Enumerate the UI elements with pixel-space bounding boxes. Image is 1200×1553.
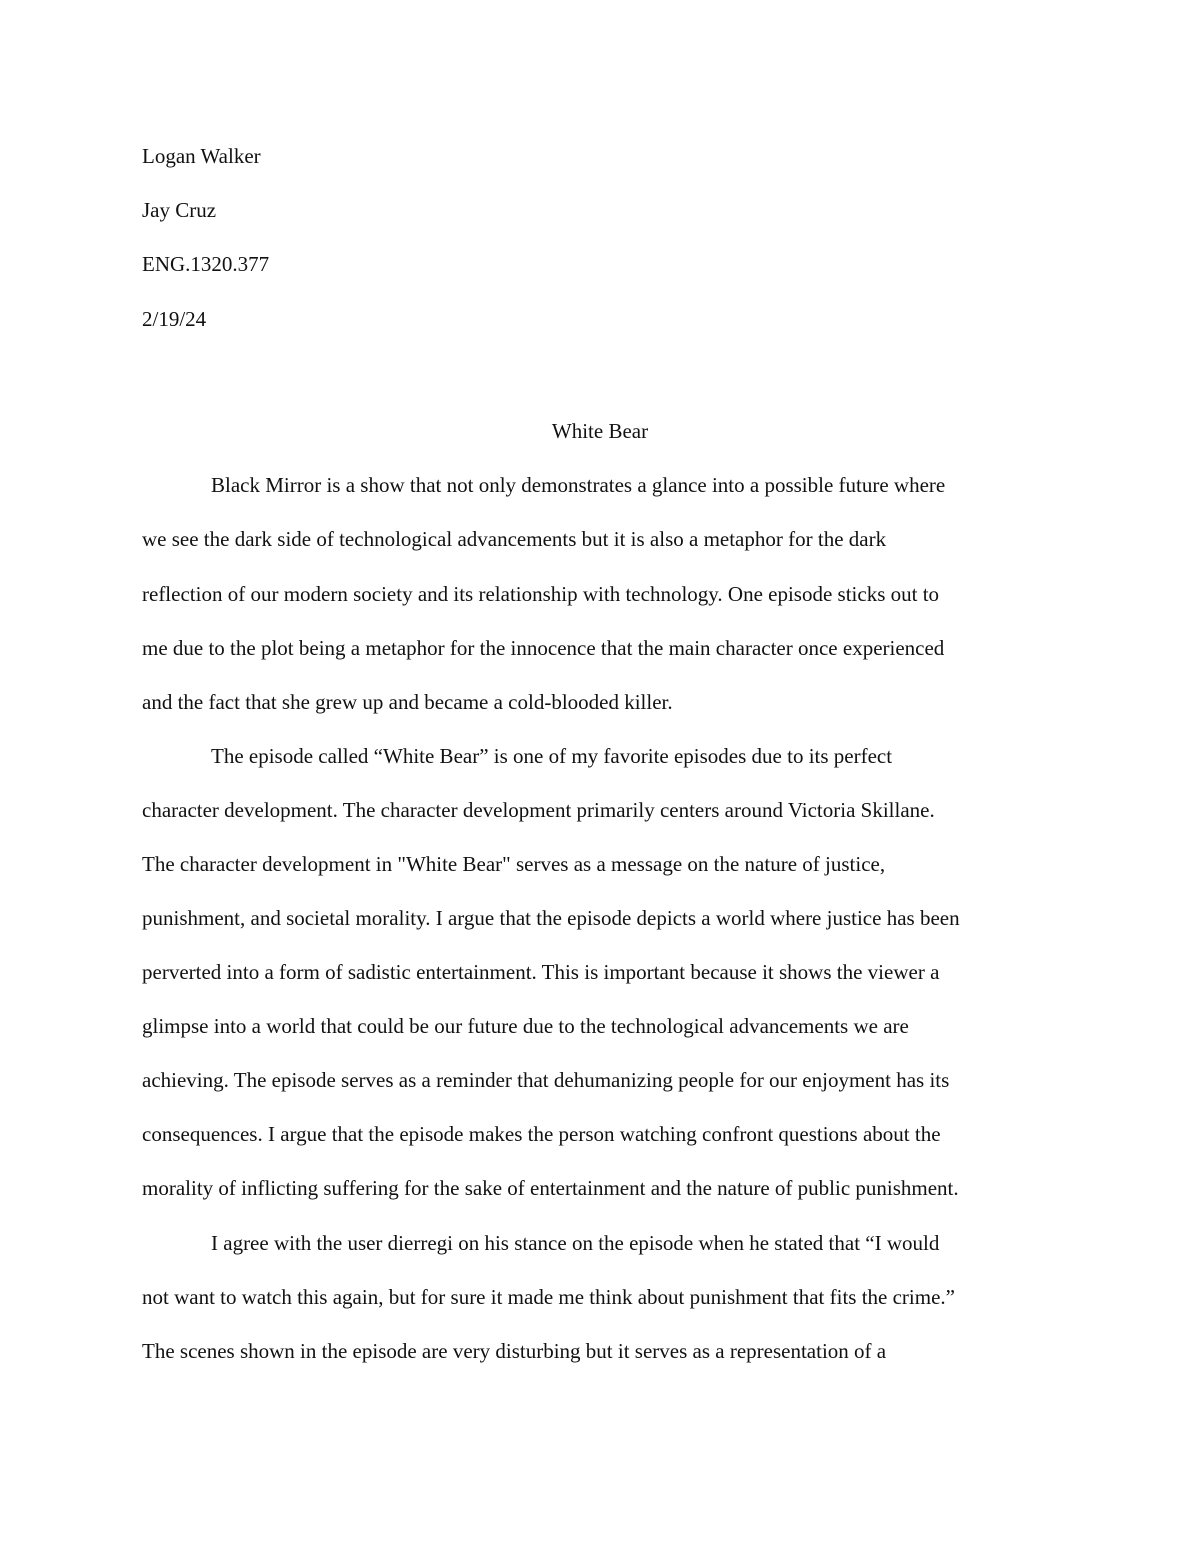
body-line: we see the dark side of technological advancements but it is also a metaphor for the dark [142,527,887,551]
body-line: glimpse into a world that could be our future due to the technological advancements we are [142,1014,909,1038]
body-line: and the fact that she grew up and became a cold-blooded killer. [142,690,673,714]
body-line: achieving. The episode serves as a reminder that dehumanizing people for our enjoyment has its [142,1068,950,1092]
body-line: punishment, and societal morality. I argue that the episode depicts a world where justice has been [142,906,960,930]
body-line: morality of inflicting suffering for the sake of entertainment and the nature of public punishment. [142,1176,959,1200]
body-line: The character development in "White Bear" serves as a message on the nature of justice, [142,852,886,876]
body-line: reflection of our modern society and its relationship with technology. One episode sticks out to [142,582,940,606]
body-line: consequences. I argue that the episode makes the person watching confront questions about the [142,1122,941,1146]
body-line: The episode called “White Bear” is one of my favorite episodes due to its perfect [211,744,893,768]
body-line: Black Mirror is a show that not only demonstrates a glance into a possible future where [211,473,946,497]
body-line: character development. The character development primarily centers around Victoria Skillane. [142,798,935,822]
body-line: I agree with the user dierregi on his stance on the episode when he stated that “I would [211,1231,940,1255]
student-name: Logan Walker [142,144,261,168]
body-line: not want to watch this again, but for sure it made me think about punishment that fits the crime.” [142,1285,955,1309]
instructor-name: Jay Cruz [142,198,217,222]
body-line: perverted into a form of sadistic entertainment. This is important because it shows the viewer a [142,960,940,984]
body-line: The scenes shown in the episode are very disturbing but it serves as a representation of a [142,1339,887,1363]
body-line: me due to the plot being a metaphor for the innocence that the main character once experienced [142,636,945,660]
essay-title: White Bear [551,419,649,443]
course-code: ENG.1320.377 [142,252,270,276]
essay-date: 2/19/24 [142,307,207,331]
